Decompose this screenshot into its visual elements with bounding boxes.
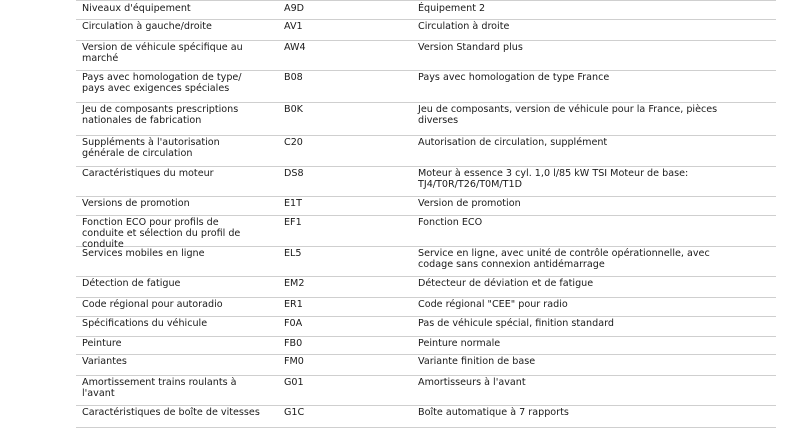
row-code: G1C [284,407,305,418]
table-row [76,166,776,197]
row-code: B08 [284,72,303,83]
row-code: A9D [284,3,305,14]
row-value: Détecteur de déviation et de fatigue [418,278,594,289]
row-value: Équipement 2 [418,3,486,14]
row-value: Version de promotion [418,198,521,209]
row-code: EL5 [284,248,302,259]
row-code: EM2 [284,278,305,289]
row-name: Spécifications du véhicule [82,318,208,329]
row-name: Pays avec homologation de type/ pays avec exigences spéciales [82,72,242,94]
row-name: Amortissement trains roulants à l'avant [82,377,237,399]
row-name: Détection de fatigue [82,278,181,289]
table-row [76,135,776,167]
table-row [76,375,776,406]
row-code: FB0 [284,338,303,349]
row-value: Service en ligne, avec unité de contrôle opérationnelle, avec codage sans connexion antidémarrage [418,248,710,270]
row-code: B0K [284,104,303,115]
table-row [76,297,776,317]
row-code: EF1 [284,217,302,228]
row-value: Peinture normale [418,338,501,349]
table-row [76,215,776,250]
row-name: Niveaux d'équipement [82,3,191,14]
row-name: Version de véhicule spécifique au marché [82,42,243,64]
row-code: C20 [284,137,303,148]
row-value: Code régional "CEE" pour radio [418,299,568,310]
row-value: Jeu de composants, version de véhicule pour la France, pièces diverses [418,104,718,126]
row-name: Circulation à gauche/droite [82,21,212,32]
row-value: Boîte automatique à 7 rapports [418,407,569,418]
table-row [76,336,776,355]
row-code: AW4 [284,42,306,53]
row-name: Caractéristiques du moteur [82,168,214,179]
table-row [76,40,776,71]
row-name: Services mobiles en ligne [82,248,205,259]
row-value: Pays avec homologation de type France [418,72,610,83]
row-name: Versions de promotion [82,198,190,209]
row-code: E1T [284,198,303,209]
row-name: Code régional pour autoradio [82,299,223,310]
row-code: FM0 [284,356,304,367]
row-value: Circulation à droite [418,21,510,32]
row-value: Pas de véhicule spécial, finition standard [418,318,614,329]
row-name: Suppléments à l'autorisation générale de circulation [82,137,220,159]
table-row [76,354,776,376]
table-row [76,70,776,103]
table-row [76,246,776,277]
row-code: DS8 [284,168,304,179]
row-name: Fonction ECO pour profils de conduite et sélection du profil de conduite [82,217,241,250]
table-row [76,19,776,41]
table-row [76,316,776,337]
row-name: Variantes [82,356,127,367]
table-row [76,1,776,20]
row-code: G01 [284,377,304,388]
table-row [76,102,776,136]
table-row [76,276,776,298]
row-value: Moteur à essence 3 cyl. 1,0 l/85 kW TSI Moteur de base: TJ4/T0R/T26/T0M/T1D [418,168,689,190]
row-value: Amortisseurs à l'avant [418,377,526,388]
row-value: Fonction ECO [418,217,483,228]
row-value: Variante finition de base [418,356,536,367]
row-name: Jeu de composants prescriptions nationales de fabrication [82,104,239,126]
row-code: F0A [284,318,303,329]
row-name: Caractéristiques de boîte de vitesses [82,407,260,418]
table-row [76,196,776,216]
row-value: Autorisation de circulation, supplément [418,137,608,148]
row-code: AV1 [284,21,303,32]
row-name: Peinture [82,338,122,349]
row-code: ER1 [284,299,303,310]
row-value: Version Standard plus [418,42,523,53]
